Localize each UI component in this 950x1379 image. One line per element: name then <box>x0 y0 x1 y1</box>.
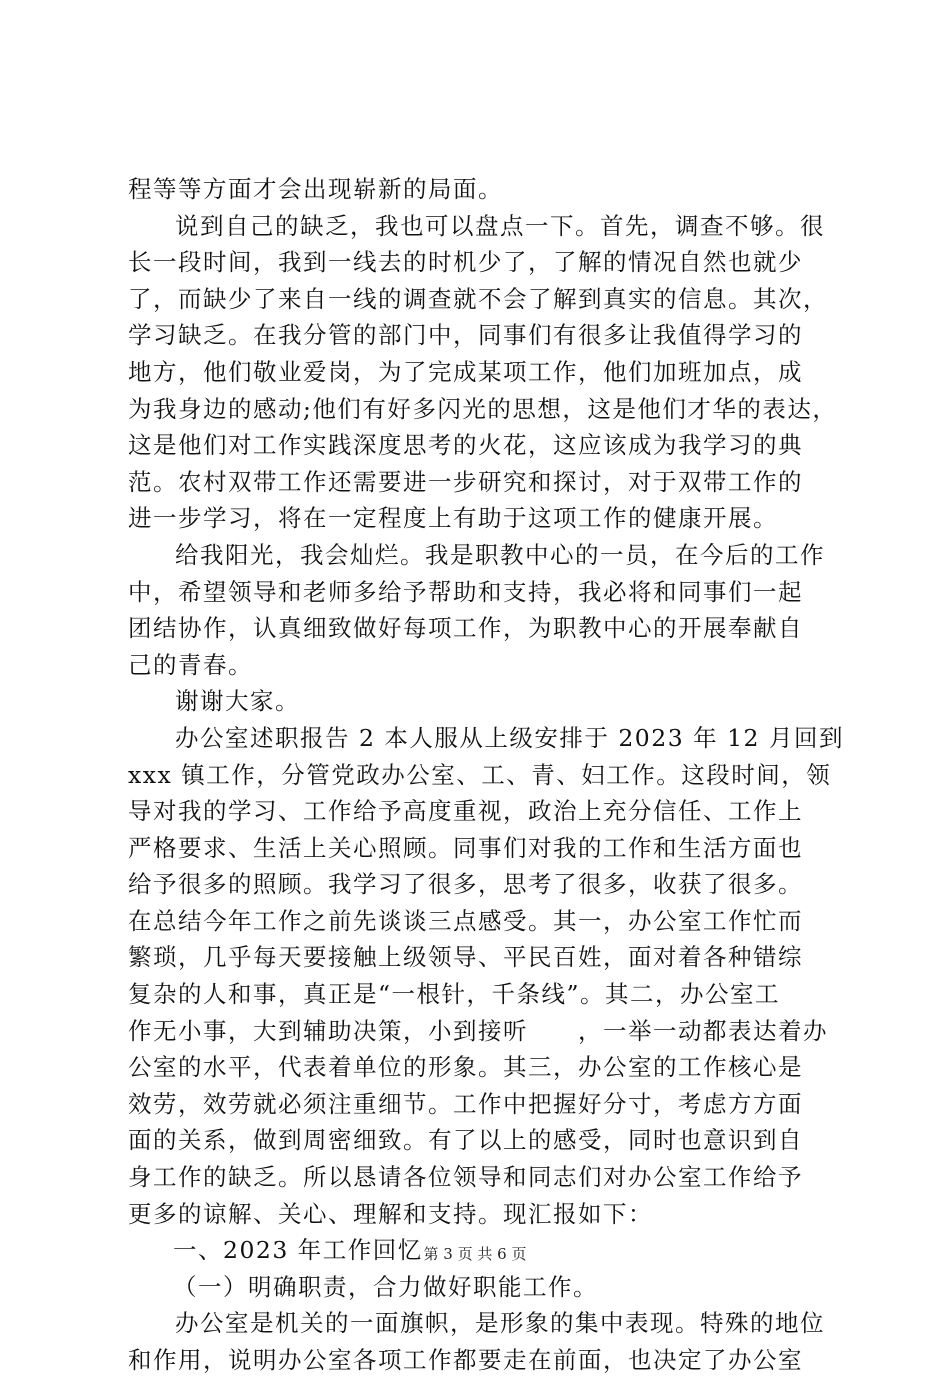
text-line: 团结协作，认真细致做好每项工作，为职教中心的开展奉献自 <box>128 614 803 643</box>
text-line: 范。农村双带工作还需要进一步研究和探讨，对于双带工作的 <box>128 467 803 496</box>
text-line: 地方，他们敬业爱岗，为了完成某项工作，他们加班加点，成 <box>128 357 803 386</box>
paragraph-start-line: 办公室是机关的一面旗帜，是形象的集中表现。特殊的地位 <box>175 1309 825 1338</box>
text-line: 更多的谅解、关心、理解和支持。现汇报如下： <box>128 1199 653 1228</box>
text-line: 在总结今年工作之前先谈谈三点感受。其一，办公室工作忙而 <box>128 906 803 935</box>
text-line: 给予很多的照顾。我学习了很多，思考了很多，收获了很多。 <box>128 870 803 899</box>
text-line: 程等等方面才会出现崭新的局面。 <box>128 175 503 203</box>
text-line: 效劳，效劳就必须注重细节。工作中把握好分寸，考虑方方面 <box>128 1089 803 1118</box>
paragraph-start-line: 给我阳光，我会灿烂。我是职教中心的一员，在今后的工作 <box>175 540 825 569</box>
text-line: 长一段时间，我到一线去的时机少了，了解的情况自然也就少 <box>128 248 803 277</box>
text-line: 和作用，说明办公室各项工作都要走在前面，也决定了办公室 <box>128 1346 803 1374</box>
text-line: 繁琐，几乎每天要接触上级领导、平民百姓，面对着各种错综 <box>128 943 803 972</box>
text-line: 复杂的人和事，真正是“一根针，千条线”。其二，办公室工 <box>128 980 781 1009</box>
paragraph-start-line: 谢谢大家。 <box>175 687 300 716</box>
text-line: 进一步学习，将在一定程度上有助于这项工作的健康开展。 <box>128 504 778 533</box>
text-line: 严格要求、生活上关心照顾。同事们对我的工作和生活方面也 <box>128 833 803 862</box>
page-number-footer: 第 3 页 共 6 页 <box>423 1245 527 1263</box>
text-line: 公室的水平，代表着单位的形象。其三，办公室的工作核心是 <box>128 1053 803 1082</box>
text-line: 学习缺乏。在我分管的部门中，同事们有很多让我值得学习的 <box>128 321 803 350</box>
text-line: 作无小事，大到辅助决策，小到接听 ，一举一动都表达着办 <box>128 1016 828 1045</box>
paragraph-start-line: 办公室述职报告 2 本人服从上级安排于 2023 年 12 月回到 <box>175 723 844 752</box>
text-line: 为我身边的感动;他们有好多闪光的思想，这是他们才华的表达， <box>128 394 838 423</box>
paragraph-start-line: 说到自己的缺乏，我也可以盘点一下。首先，调查不够。很 <box>175 211 825 240</box>
text-line: xxx 镇工作，分管党政办公室、工、青、妇工作。这段时间，领 <box>128 760 832 789</box>
subsection-heading: （一）明确职责，合力做好职能工作。 <box>173 1272 598 1301</box>
section-heading: 一、2023 年工作回忆 <box>173 1236 423 1265</box>
text-line: 了，而缺少了来自一线的调查就不会了解到真实的信息。其次， <box>128 284 828 313</box>
text-line: 这是他们对工作实践深度思考的火花，这应该成为我学习的典 <box>128 431 803 460</box>
document-body <box>128 171 844 1379</box>
text-line: 身工作的缺乏。所以恳请各位领导和同志们对办公室工作给予 <box>128 1163 803 1192</box>
text-line: 中，希望领导和老师多给予帮助和支持，我必将和同事们一起 <box>128 577 803 606</box>
text-line: 面的关系，做到周密细致。有了以上的感受，同时也意识到自 <box>128 1126 803 1155</box>
text-line: 导对我的学习、工作给予高度重视，政治上充分信任、工作上 <box>128 797 803 826</box>
text-line: 己的青春。 <box>128 650 253 679</box>
